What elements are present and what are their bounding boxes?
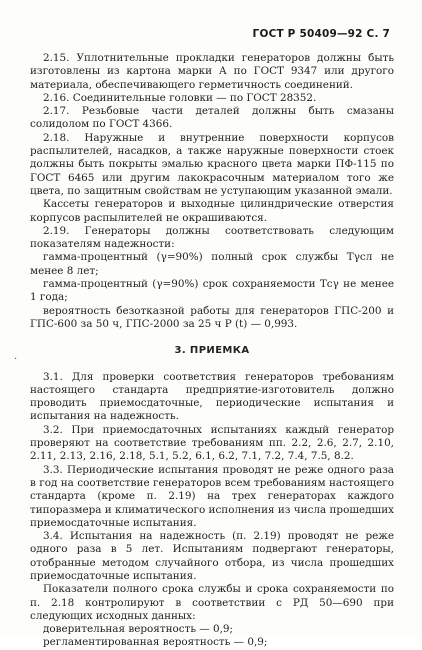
paragraph-3-1: 3.1. Для проверки соответствия генераторов требованиям настоящего стандарта предприятие-изготовитель должно проводить приемосдаточные, периодические испытания и испытания на надежность.	[30, 370, 394, 423]
section-title: 3. ПРИЕМКА	[174, 345, 250, 357]
reliability-item-service-life: гамма-процентный (γ=90%) полный срок службы Tγсл не менее 8 лет;	[30, 251, 394, 277]
paragraph-2-18: 2.18. Наружные и внутренние поверхности корпусов распылителей, насадков, а также наружные поверхности стоек должны быть покрыты эмалью красного цвета марки ПФ-115 по ГОСТ 6465 или другим лакокрасочным материалом того же цвета, по защитным свойствам не уступающим указанной эмали.	[30, 131, 394, 197]
paragraph-2-16: 2.16. Соединительные головки — по ГОСТ 28352.	[43, 91, 317, 104]
page-header: ГОСТ Р 50409—92 С. 7	[252, 28, 390, 40]
paragraph-2-19: 2.19. Генераторы должны соответствовать следующим показателям надежности:	[30, 224, 394, 251]
paragraph-3-3: 3.3. Периодические испытания проводят не реже одного раза в год на соответствие генераторов всем требованиям настоящего стандарта (кроме п. 2.19) на трех генераторах каждого типоразмера и климатического исполнения из числа прошедших приемосдаточные испытания.	[30, 463, 394, 529]
paragraph-indicators: Показатели полного срока службы и срока сохраняемости по п. 2.18 контролируют в соответствии с РД 50—690 при следующих исходных данных:	[30, 583, 394, 622]
reliability-item-storage: гамма-процентный (γ=90%) срок сохраняемости Tсγ не менее 1 года;	[30, 278, 394, 304]
paragraph-2-15: 2.15. Уплотнительные прокладки генераторов должны быть изготовлены из картона марки А по ГОСТ 9347 или другого материала, обеспечивающего герметичность соединений.	[30, 52, 394, 91]
document-body	[30, 52, 394, 650]
reliability-item-probability: вероятность безотказной работы для генераторов ГПС-200 и ГПС-600 за 50 ч, ГПС-2000 за 25 ч P (t) — 0,993.	[30, 304, 394, 330]
paragraph-2-17: 2.17. Резьбовые части деталей должны быть смазаны солидолом по ГОСТ 4366.	[30, 105, 394, 131]
paragraph-cassettes: Кассеты генераторов и выходные цилиндрические отверстия корпусов распылителей не окрашиваются.	[30, 198, 394, 224]
paragraph-3-2: 3.2. При приемосдаточных испытаниях каждый генератор проверяют на соответствие требованиям пп. 2.2, 2.6, 2.7, 2.10, 2.11, 2.13, 2.16, 2.18, 5.1, 5.2, 6.1, 6.2, 7.1, 7.2, 7.4, 7.5, 8.2.	[30, 423, 394, 463]
initial-data-confidence: доверительная вероятность — 0,9;	[43, 623, 233, 636]
margin-mark: ·	[14, 354, 18, 365]
paragraph-3-4: 3.4. Испытания на надежность (п. 2.19) проводят не реже одного раза в 5 лет. Испытаниям подвергают генераторы, отобранные методом случайного отбора, из числа прошедших приемосдаточные испытания.	[30, 530, 394, 582]
initial-data-regulated: регламентированная вероятность — 0,9;	[43, 636, 268, 649]
